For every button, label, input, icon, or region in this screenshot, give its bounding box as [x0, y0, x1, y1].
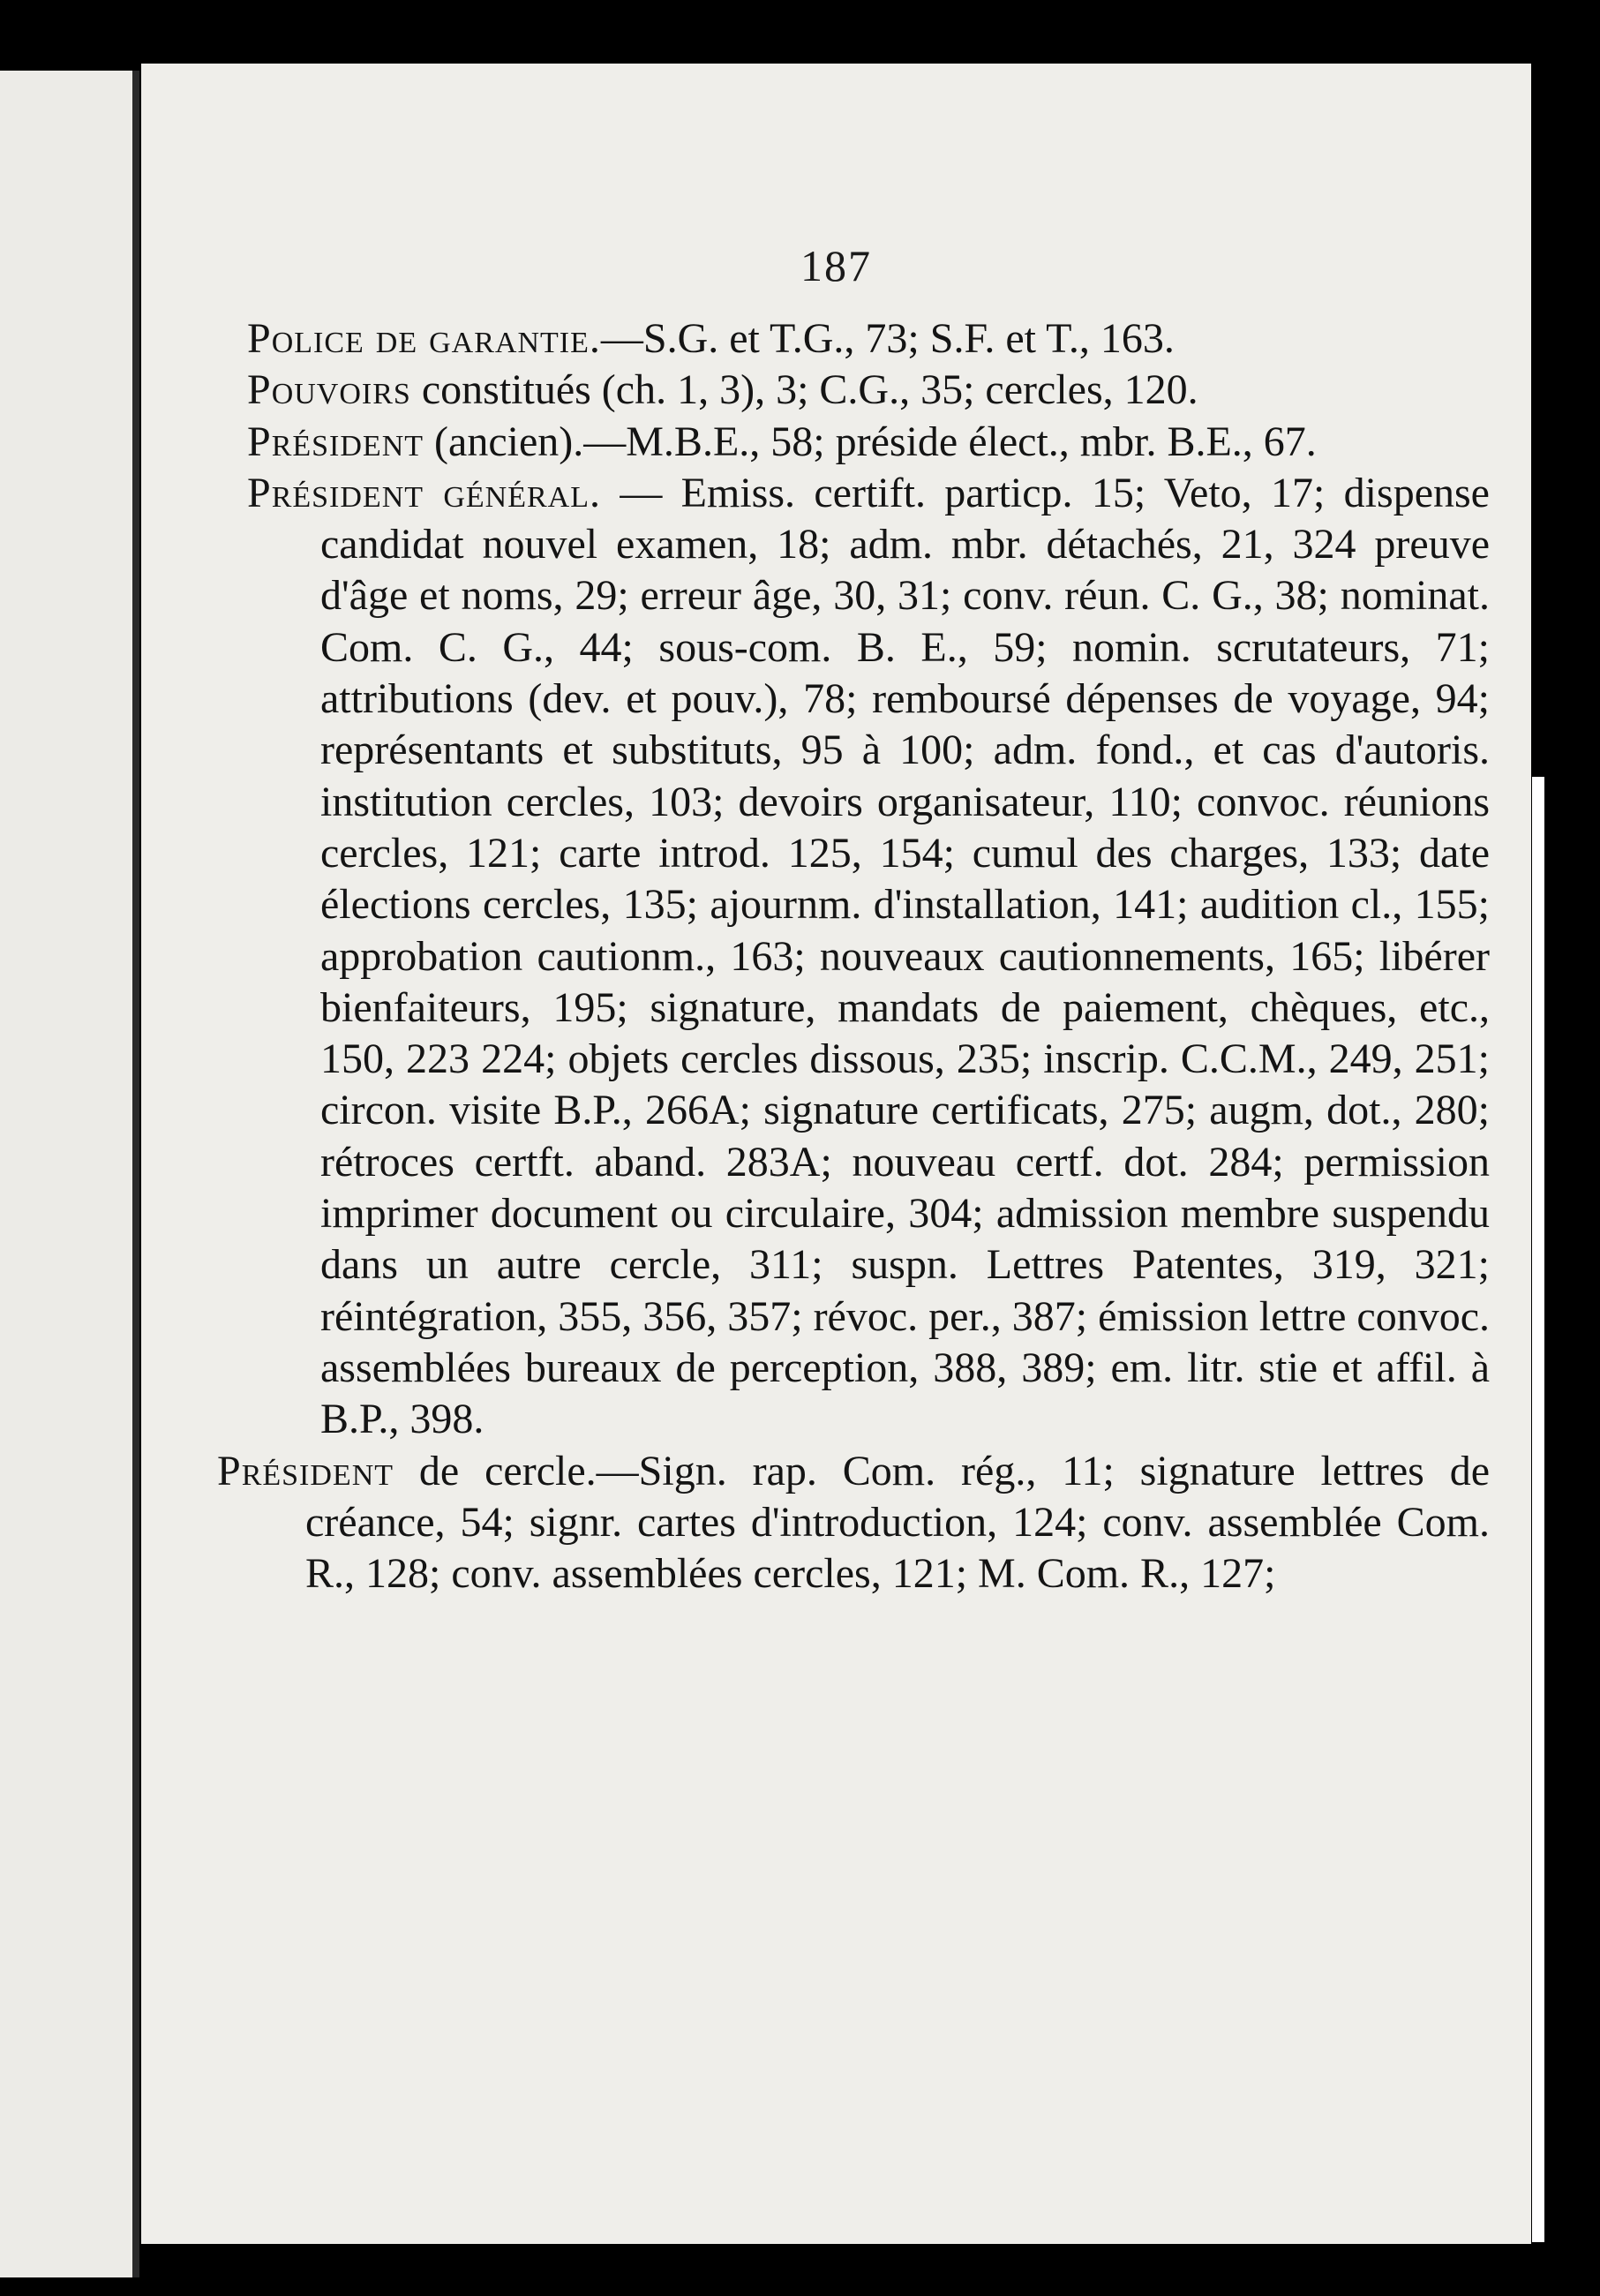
index-entry	[217, 1446, 1490, 1600]
index-entry	[247, 313, 1490, 365]
entry-text: —S.G. et T.G., 73; S.F. et T., 163.	[600, 315, 1175, 362]
entry-heading: Président	[247, 418, 424, 465]
index-entries	[217, 313, 1491, 1600]
next-page-edge	[1532, 777, 1544, 2242]
previous-page-edge	[0, 71, 132, 2277]
index-entry	[247, 468, 1490, 1446]
page-gutter	[132, 71, 139, 2277]
entry-text: constitués (ch. 1, 3), 3; C.G., 35; cercles, 120.	[410, 366, 1198, 414]
entry-heading: Président général.	[247, 469, 601, 516]
entry-heading: Police de garantie.	[247, 315, 601, 362]
index-entry	[247, 365, 1490, 416]
entry-heading: Pouvoirs	[247, 366, 411, 414]
page-number: 187	[800, 241, 872, 290]
entry-text: (ancien).—M.B.E., 58; préside élect., mbr. B.E., 67.	[424, 418, 1317, 465]
index-entry	[247, 417, 1490, 468]
entry-text: — Emiss. certift. particp. 15; Veto, 17; dispense candidat nouvel examen, 18; adm. mbr. détachés, 21, 324 preuve d'âge et noms, 29; erreur âge, 30, 31; conv. réun. C. G., 38; nominat. Com. C. G., 44; sous-com. B. E., 59; nomin. scrutateurs, 71; attributions (dev. et pouv.), 78; remboursé dépenses de voyage, 94; représentants et substituts, 95 à 100; adm. fond., et cas d'autoris. institution cercles, 103; devoirs organisateur, 110; convoc. réunions cercles, 121; carte introd. 125, 154; cumul des charges, 133; date élections cercles, 135; ajournm. d'installation, 141; audition cl., 155; approbation cautionm., 163; nouveaux cautionnements, 165; libérer bienfaiteurs, 195; signature, mandats de paiement, chèques, etc., 150, 223 224; objets cercles dissous, 235; inscrip. C.C.M., 249, 251; circon. visite B.P., 266A; signature certificats, 275; augm, dot., 280; rétroces certft. aband. 283A; nouveau certf. dot. 284; permission imprimer document ou circulaire, 304; admission membre suspendu dans un autre cercle, 311; suspn. Lettres Patentes, 319, 321; réintégration, 355, 356, 357; révoc. per., 387; émission lettre convoc. assemblées bureaux de perception, 388, 389; em. litr. stie et affil. à B.P., 398.	[320, 469, 1491, 1443]
entry-text: de cercle.—Sign. rap. Com. rég., 11; signature lettres de créance, 54; signr. cartes d'introduction, 124; conv. assemblée Com. R., 128; conv. assemblées cercles, 121; M. Com. R., 127;	[305, 1447, 1490, 1598]
entry-heading: Président	[217, 1447, 394, 1494]
